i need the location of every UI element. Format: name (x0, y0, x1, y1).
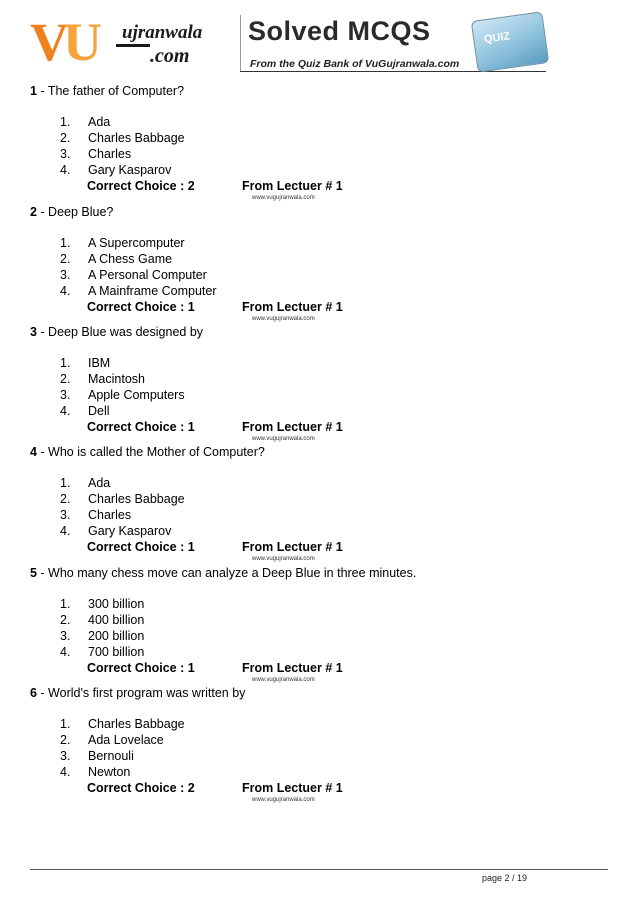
lecture-number: 1 (335, 179, 343, 193)
answer-option[interactable] (60, 717, 185, 731)
lecture-reference (242, 781, 343, 795)
option-label: Gary Kasparov (88, 524, 172, 538)
question-number: 1 (30, 84, 37, 98)
option-number: 2. (60, 372, 71, 386)
correct-choice-value: 2 (187, 179, 195, 193)
answer-option[interactable] (60, 268, 207, 282)
option-number: 3. (60, 629, 71, 643)
question-text (30, 445, 265, 459)
option-label: A Mainframe Computer (88, 284, 217, 298)
answer-option[interactable] (60, 613, 144, 627)
question-prompt: - Who many chess move can analyze a Deep Blue in three minutes. (36, 566, 417, 580)
option-label: 700 billion (88, 645, 145, 659)
question-number: 5 (30, 566, 37, 580)
lecture-reference (242, 300, 343, 314)
option-label: Ada (88, 476, 111, 490)
answer-option[interactable] (60, 115, 110, 129)
answer-option[interactable] (60, 645, 144, 659)
banner-title: Solved MCQS (248, 16, 431, 46)
logo-com-text: .com (150, 45, 190, 67)
option-label: Apple Computers (88, 388, 185, 402)
answer-option[interactable] (60, 372, 145, 386)
correct-choice (87, 300, 195, 314)
option-label: Ada (88, 115, 111, 129)
question-text (30, 686, 245, 700)
option-number: 1. (60, 356, 71, 370)
lecture-reference (242, 661, 343, 675)
correct-choice-label: Correct Choice : (87, 540, 188, 554)
correct-choice (87, 781, 195, 795)
correct-choice-label: Correct Choice : (87, 420, 188, 434)
banner-divider (240, 15, 241, 72)
banner-underline (240, 71, 546, 72)
option-number: 3. (60, 268, 71, 282)
option-label: Ada Lovelace (88, 733, 164, 747)
answer-option[interactable] (60, 404, 110, 418)
footer-divider (30, 869, 608, 870)
answer-option[interactable] (60, 629, 144, 643)
lecture-label: From Lectuer # (242, 781, 336, 795)
logo-v-letter: V (30, 12, 63, 72)
option-number: 3. (60, 508, 71, 522)
question-prompt: - Who is called the Mother of Computer? (36, 445, 265, 459)
correct-choice-value: 2 (187, 781, 195, 795)
quiz-badge-label: QUIZ (483, 30, 511, 46)
lecture-label: From Lectuer # (242, 420, 336, 434)
option-label: Charles (88, 508, 132, 522)
question-prompt: - The father of Computer? (36, 84, 185, 98)
option-number: 4. (60, 404, 71, 418)
lecture-number: 1 (335, 540, 343, 554)
correct-choice-value: 1 (187, 661, 195, 675)
answer-option[interactable] (60, 765, 130, 779)
option-label: Gary Kasparov (88, 163, 172, 177)
option-number: 1. (60, 115, 71, 129)
site-url[interactable]: www.vugujranwala.com (252, 677, 315, 683)
correct-choice-label: Correct Choice : (87, 781, 188, 795)
option-number: 3. (60, 388, 71, 402)
banner-subtitle: From the Quiz Bank of VuGujranwala.com (250, 58, 460, 70)
vugujranwala-logo[interactable] (30, 14, 230, 70)
question-number: 4 (30, 445, 37, 459)
correct-choice-label: Correct Choice : (87, 179, 188, 193)
answer-option[interactable] (60, 388, 185, 402)
option-number: 3. (60, 147, 71, 161)
correct-choice-value: 1 (187, 300, 195, 314)
option-number: 3. (60, 749, 71, 763)
answer-option[interactable] (60, 356, 110, 370)
option-number: 1. (60, 597, 71, 611)
answer-option[interactable] (60, 252, 172, 266)
logo-ujranwala-text: ujranwala (122, 22, 203, 43)
option-label: A Chess Game (88, 252, 173, 266)
option-label: 300 billion (88, 597, 145, 611)
logo-u-letter: U (63, 12, 96, 72)
question-text (30, 325, 203, 339)
option-label: A Personal Computer (88, 268, 207, 282)
option-label: Charles (88, 147, 132, 161)
option-label: Macintosh (88, 372, 145, 386)
answer-option[interactable] (60, 733, 164, 747)
lecture-number: 1 (335, 300, 343, 314)
correct-choice-label: Correct Choice : (87, 661, 188, 675)
correct-choice (87, 179, 195, 193)
option-label: 400 billion (88, 613, 145, 627)
answer-option[interactable] (60, 147, 131, 161)
question-number: 2 (30, 205, 37, 219)
option-number: 2. (60, 252, 71, 266)
option-label: IBM (88, 356, 111, 370)
lecture-reference (242, 179, 343, 193)
answer-option[interactable] (60, 749, 134, 763)
answer-option[interactable] (60, 524, 171, 538)
option-label: Charles Babbage (88, 717, 185, 731)
site-url[interactable]: www.vugujranwala.com (252, 195, 315, 201)
answer-option[interactable] (60, 284, 217, 298)
logo-swoosh (116, 44, 150, 47)
option-number: 2. (60, 733, 71, 747)
option-label: 200 billion (88, 629, 145, 643)
option-number: 2. (60, 131, 71, 145)
option-number: 1. (60, 717, 71, 731)
question-text (30, 205, 113, 219)
correct-choice (87, 540, 195, 554)
answer-option[interactable] (60, 508, 131, 522)
correct-choice-value: 1 (187, 420, 195, 434)
option-label: Newton (88, 765, 131, 779)
page-number: page 2 / 19 (482, 873, 528, 883)
option-number: 4. (60, 163, 71, 177)
lecture-label: From Lectuer # (242, 661, 336, 675)
site-url[interactable]: www.vugujranwala.com (252, 316, 315, 322)
question-number: 6 (30, 686, 37, 700)
option-number: 1. (60, 236, 71, 250)
site-url[interactable]: www.vugujranwala.com (252, 797, 315, 803)
answer-option[interactable] (60, 236, 185, 250)
correct-choice (87, 420, 195, 434)
question-prompt: - Deep Blue was designed by (36, 325, 204, 339)
question-text (30, 566, 416, 580)
lecture-label: From Lectuer # (242, 179, 336, 193)
option-number: 4. (60, 284, 71, 298)
option-number: 4. (60, 524, 71, 538)
site-url[interactable]: www.vugujranwala.com (252, 556, 315, 562)
logo-vu-mark (30, 14, 96, 70)
option-number: 2. (60, 613, 71, 627)
correct-choice (87, 661, 195, 675)
option-label: Bernouli (88, 749, 134, 763)
option-number: 4. (60, 645, 71, 659)
option-label: Charles Babbage (88, 131, 185, 145)
question-text (30, 84, 184, 98)
lecture-label: From Lectuer # (242, 300, 336, 314)
question-prompt: - Deep Blue? (36, 205, 114, 219)
lecture-reference (242, 420, 343, 434)
answer-option[interactable] (60, 492, 185, 506)
page-header (0, 0, 638, 80)
lecture-label: From Lectuer # (242, 540, 336, 554)
option-number: 2. (60, 492, 71, 506)
option-number: 4. (60, 765, 71, 779)
option-number: 1. (60, 476, 71, 490)
correct-choice-label: Correct Choice : (87, 300, 188, 314)
option-label: Dell (88, 404, 110, 418)
site-url[interactable]: www.vugujranwala.com (252, 436, 315, 442)
option-label: Charles Babbage (88, 492, 185, 506)
question-number: 3 (30, 325, 37, 339)
lecture-number: 1 (335, 781, 343, 795)
lecture-reference (242, 540, 343, 554)
correct-choice-value: 1 (187, 540, 195, 554)
answer-option[interactable] (60, 476, 110, 490)
question-prompt: - World's first program was written by (36, 686, 246, 700)
answer-option[interactable] (60, 597, 144, 611)
lecture-number: 1 (335, 420, 343, 434)
option-label: A Supercomputer (88, 236, 185, 250)
answer-option[interactable] (60, 131, 185, 145)
answer-option[interactable] (60, 163, 171, 177)
lecture-number: 1 (335, 661, 343, 675)
